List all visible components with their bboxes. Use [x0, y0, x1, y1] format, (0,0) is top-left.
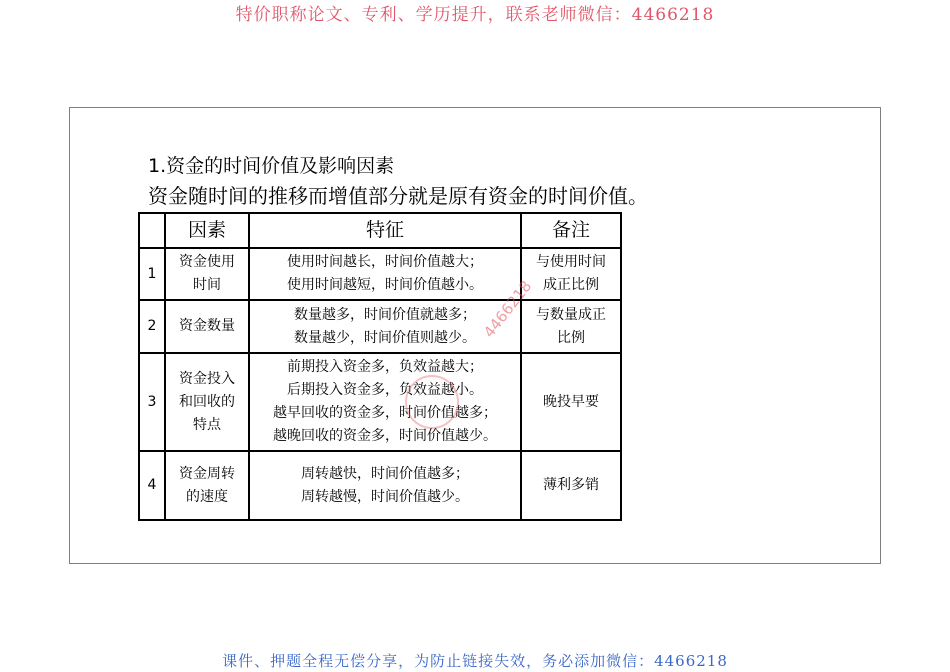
factor-cell	[165, 300, 249, 353]
row-number: 4	[139, 451, 165, 520]
header-feature: 特征	[249, 213, 521, 248]
note-cell	[521, 248, 621, 300]
note-cell	[521, 353, 621, 451]
feature-line: 越晚回收的资金多，时间价值越少。	[273, 428, 497, 444]
feature-line: 周转越慢，时间价值越少。	[301, 488, 469, 505]
bottom-banner: 课件、押题全程无偿分享，为防止链接失效，务必添加微信：4466218	[222, 652, 728, 670]
feature-line: 周转越快，时间价值越多；	[301, 465, 469, 482]
table-row	[139, 451, 621, 520]
feature-line: 数量越多，时间价值就越多；	[294, 306, 476, 323]
note-line: 薄利多销	[543, 477, 599, 493]
note-line: 比例	[557, 329, 585, 346]
feature-line: 使用时间越长，时间价值越大；	[287, 254, 483, 270]
header-note: 备注	[521, 213, 621, 248]
feature-cell	[249, 300, 521, 353]
factor-cell	[165, 353, 249, 451]
note-line: 与数量成正	[536, 306, 606, 323]
section-heading: 1.资金的时间价值及影响因素	[148, 155, 395, 177]
feature-cell	[249, 353, 521, 451]
factor-line: 资金周转	[179, 465, 235, 482]
feature-cell	[249, 451, 521, 520]
header-index	[139, 213, 165, 248]
feature-line: 前期投入资金多，负效益越大；	[287, 359, 483, 375]
note-cell	[521, 300, 621, 353]
feature-line: 越早回收的资金多，时间价值越多；	[273, 405, 497, 421]
note-line: 晚投早要	[543, 393, 599, 410]
table-row	[139, 248, 621, 300]
factor-line: 特点	[193, 416, 221, 433]
table-header-row	[139, 213, 621, 248]
watermark-text: 4466218	[480, 277, 536, 342]
factor-line: 时间	[193, 277, 221, 293]
feature-line: 后期投入资金多，负效益越小。	[287, 382, 483, 398]
factor-cell	[165, 451, 249, 520]
factor-line: 资金投入	[179, 370, 235, 387]
factor-cell	[165, 248, 249, 300]
definition-text: 资金随时间的推移而增值部分就是原有资金的时间价值。	[148, 184, 648, 208]
note-line: 成正比例	[543, 277, 599, 293]
header-factor: 因素	[165, 213, 249, 248]
factor-line: 资金使用	[179, 254, 235, 270]
factor-line: 的速度	[186, 488, 228, 505]
factor-line: 资金数量	[179, 318, 235, 334]
table-row	[139, 300, 621, 353]
feature-line: 使用时间越短，时间价值越小。	[287, 277, 483, 293]
feature-line: 数量越少，时间价值则越少。	[294, 329, 476, 346]
note-line: 与使用时间	[536, 254, 606, 270]
factor-line: 和回收的	[179, 393, 235, 410]
feature-cell	[249, 248, 521, 300]
note-cell	[521, 451, 621, 520]
row-number: 3	[139, 353, 165, 451]
table-row	[139, 353, 621, 451]
row-number: 2	[139, 300, 165, 353]
top-banner: 特价职称论文、专利、学历提升，联系老师微信：4466218	[235, 5, 715, 25]
factors-table	[138, 212, 622, 521]
row-number: 1	[139, 248, 165, 300]
